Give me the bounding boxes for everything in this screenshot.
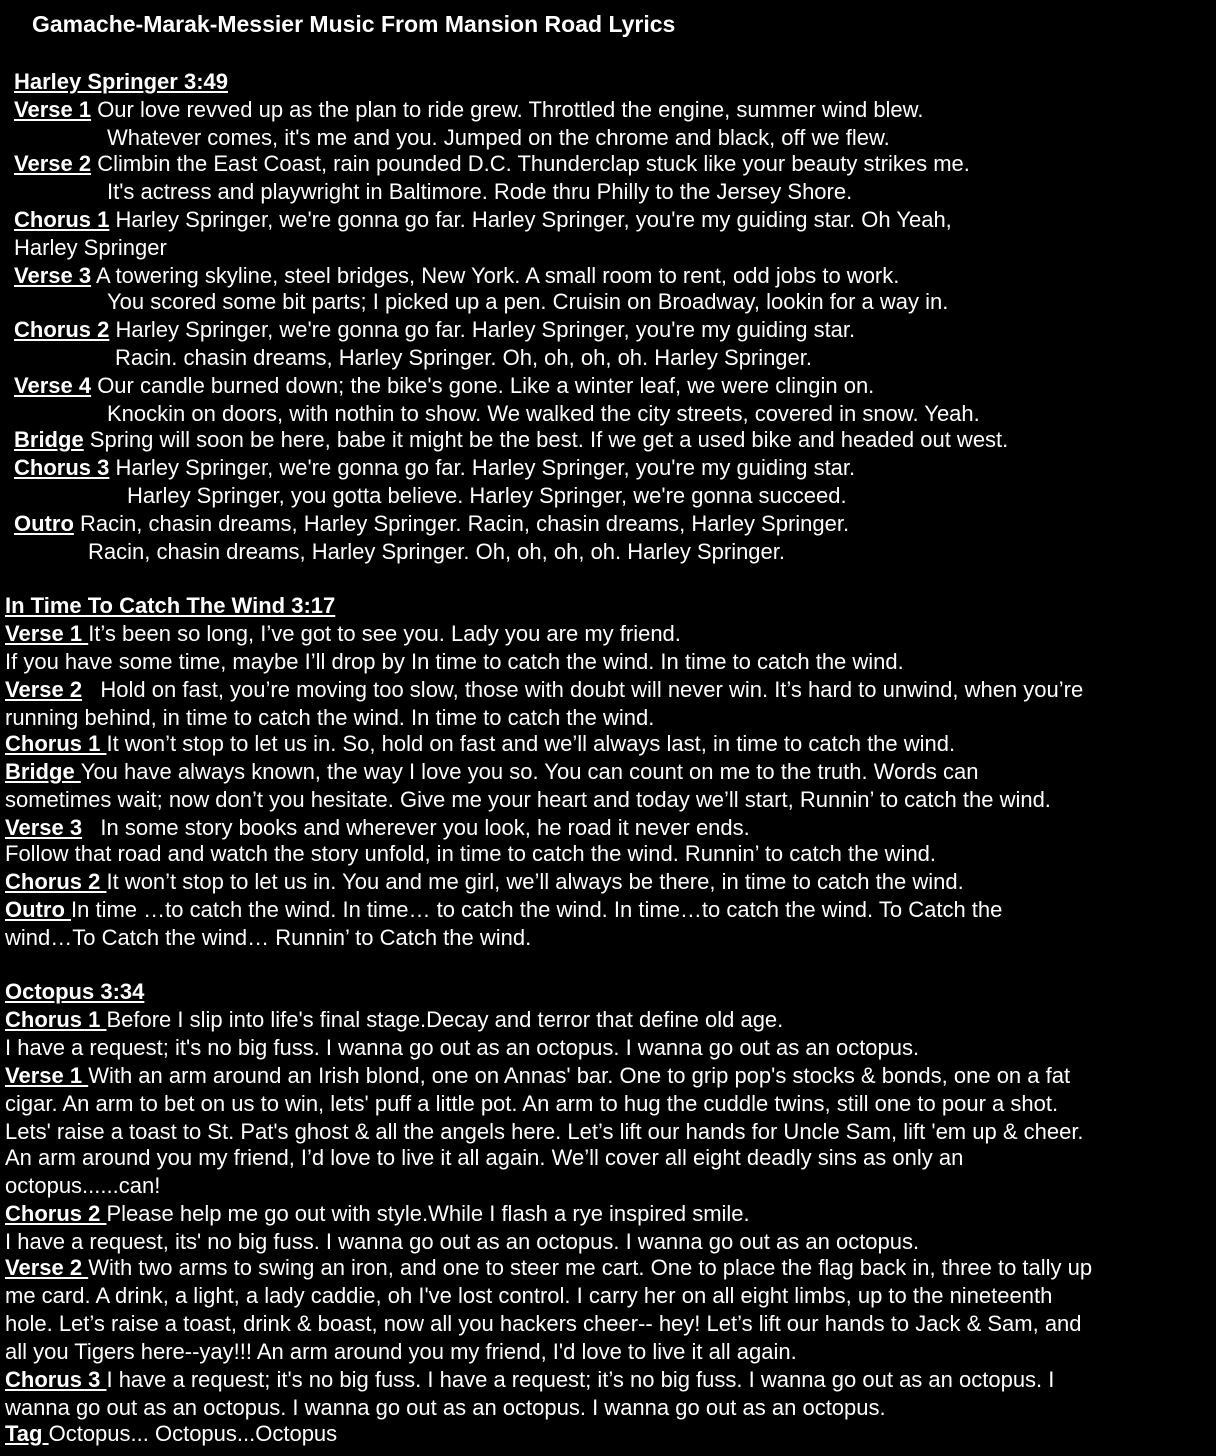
lyric-text: It's actress and playwright in Baltimore. Rode thru Philly to the Jersey Shore. <box>107 179 853 204</box>
lyric-line <box>5 1338 797 1366</box>
lyric-text: cigar. An arm to bet on us to win, lets' puff a little pot. An arm to hug the cuddle twins, still one to pour a shot. <box>5 1091 1059 1116</box>
lyric-line <box>5 758 978 786</box>
lyric-text: Before I slip into life's final stage.Decay and terror that define old age. <box>106 1007 784 1032</box>
section-label: Chorus 2 <box>14 317 110 342</box>
lyric-text: octopus......can! <box>5 1173 161 1198</box>
lyric-line <box>14 150 970 178</box>
lyric-text: Knockin on doors, with nothin to show. We walked the city streets, covered in snow. Yeah. <box>107 401 980 426</box>
lyric-text: Our love revved up as the plan to ride grew. Throttled the engine, summer wind blew. <box>91 97 924 122</box>
lyric-text: It’s been so long, I’ve got to see you. Lady you are my friend. <box>88 621 681 646</box>
section-label: Verse 3 <box>5 815 83 840</box>
lyric-text: Racin, chasin dreams, Harley Springer. Oh, oh, oh, oh. Harley Springer. <box>88 539 786 564</box>
lyric-text: It won’t stop to let us in. So, hold on fast and we’ll always last, in time to catch the wind. <box>106 731 956 756</box>
lyric-text: Our candle burned down; the bike's gone. Like a winter leaf, we were clingin on. <box>91 373 875 398</box>
lyric-text: Harley Springer <box>14 235 167 260</box>
lyric-line <box>5 896 1002 924</box>
section-label: Chorus 1 <box>14 207 110 232</box>
lyric-line <box>14 96 923 124</box>
lyric-line <box>5 1282 1052 1310</box>
lyric-text: Racin. chasin dreams, Harley Springer. Oh, oh, oh, oh. Harley Springer. <box>115 345 813 370</box>
lyric-line <box>5 1144 963 1172</box>
song-heading <box>14 68 228 96</box>
lyric-text: You have always known, the way I love you so. You can count on me to the truth. Words can <box>80 759 979 784</box>
song-title: Harley Springer 3:49 <box>14 69 228 94</box>
lyric-line <box>5 1200 750 1228</box>
lyric-text: Harley Springer, we're gonna go far. Harley Springer, you're my guiding star. <box>109 455 856 480</box>
lyric-line <box>14 454 855 482</box>
lyric-line <box>107 124 890 152</box>
page-title: Gamache-Marak-Messier Music From Mansion Road Lyrics <box>32 11 676 37</box>
lyric-text: You scored some bit parts; I picked up a pen. Cruisin on Broadway, lookin for a way in. <box>107 289 949 314</box>
lyric-line <box>5 1062 1070 1090</box>
lyric-text: wind…To Catch the wind… Runnin’ to Catch the wind. <box>5 925 532 950</box>
lyric-line <box>127 482 847 510</box>
lyric-line <box>5 868 964 896</box>
lyric-line <box>14 262 899 290</box>
lyric-text: Octopus... Octopus...Octopus <box>48 1421 338 1446</box>
lyric-line <box>5 1172 160 1200</box>
section-label: Chorus 1 <box>5 731 107 756</box>
section-label: Verse 4 <box>14 373 92 398</box>
lyric-line <box>5 1090 1058 1118</box>
section-label: Outro <box>14 511 74 536</box>
song-title: In Time To Catch The Wind 3:17 <box>5 593 336 618</box>
lyric-text: sometimes wait; now don’t you hesitate. Give me your heart and today we’ll start, Runnin’ to catch the wind. <box>5 787 1051 812</box>
lyric-text: I have a request; it's no big fuss. I wanna go out as an octopus. I wanna go out as an octopus. <box>5 1035 920 1060</box>
lyric-text: With two arms to swing an iron, and one to steer me cart. One to place the flag back in, three to tally up <box>88 1255 1093 1280</box>
section-label: Verse 1 <box>5 1063 89 1088</box>
section-label: Chorus 3 <box>14 455 110 480</box>
lyric-line <box>14 510 849 538</box>
lyric-text: Harley Springer, we're gonna go far. Harley Springer, you're my guiding star. <box>109 317 856 342</box>
song-heading <box>5 978 144 1006</box>
lyric-text: Please help me go out with style.While I flash a rye inspired smile. <box>106 1201 750 1226</box>
lyric-text: In time …to catch the wind. In time… to catch the wind. In time…to catch the wind. To Catch the <box>71 897 1003 922</box>
section-label: Bridge <box>14 427 84 452</box>
lyric-line <box>5 1310 1082 1338</box>
lyric-line <box>88 538 785 566</box>
lyric-text: Hold on fast, you’re moving too slow, those with doubt will never win. It’s hard to unwind, when you’re <box>82 677 1084 702</box>
section-label: Verse 2 <box>14 151 92 176</box>
lyric-line <box>5 1254 1092 1282</box>
lyric-line <box>5 730 955 758</box>
lyric-line <box>5 704 654 732</box>
lyric-text: I have a request; it's no big fuss. I have a request; it’s no big fuss. I wanna go out as an octopus. I <box>106 1367 1055 1392</box>
section-label: Chorus 3 <box>5 1367 107 1392</box>
section-label: Outro <box>5 897 71 922</box>
lyric-line <box>14 206 952 234</box>
lyric-line <box>5 814 750 842</box>
lyric-line <box>107 288 948 316</box>
section-label: Verse 2 <box>5 677 83 702</box>
lyric-line <box>5 1118 1084 1146</box>
lyric-line <box>107 178 852 206</box>
lyric-line <box>5 1006 783 1034</box>
section-label: Verse 3 <box>14 263 92 288</box>
lyric-line <box>5 1420 337 1448</box>
lyric-line <box>107 400 980 428</box>
lyric-text: It won’t stop to let us in. You and me girl, we’ll always be there, in time to catch the wind. <box>106 869 964 894</box>
section-label: Tag <box>5 1421 49 1446</box>
lyric-line <box>5 648 904 676</box>
lyric-line <box>14 372 874 400</box>
lyric-line <box>5 1394 886 1422</box>
lyric-line <box>14 316 855 344</box>
lyric-text: all you Tigers here--yay!!! An arm around you my friend, I'd love to live it all again. <box>5 1339 797 1364</box>
lyric-text: Spring will soon be here, babe it might be the best. If we get a used bike and headed out west. <box>83 427 1009 452</box>
lyric-line <box>5 786 1051 814</box>
lyric-text: Follow that road and watch the story unfold, in time to catch the wind. Runnin’ to catch the wind. <box>5 841 937 866</box>
lyric-text: With an arm around an Irish blond, one on Annas' bar. One to grip pop's stocks & bonds, one on a fat <box>88 1063 1071 1088</box>
lyric-line <box>115 344 812 372</box>
section-label: Chorus 2 <box>5 869 107 894</box>
lyric-line <box>5 620 681 648</box>
lyric-text: me card. A drink, a light, a lady caddie, oh I've lost control. I carry her on all eight limbs, up to the nineteenth <box>5 1283 1053 1308</box>
song-title: Octopus 3:34 <box>5 979 145 1004</box>
lyric-text: Harley Springer, we're gonna go far. Harley Springer, you're my guiding star. Oh Yeah, <box>109 207 952 232</box>
lyric-text: hole. Let’s raise a toast, drink & boast, now all you hackers cheer-- hey! Let’s lift our hands to Jack & Sam, and <box>5 1311 1082 1336</box>
lyric-text: If you have some time, maybe I’ll drop by In time to catch the wind. In time to catch the wind. <box>5 649 904 674</box>
lyric-text: running behind, in time to catch the wind. In time to catch the wind. <box>5 705 655 730</box>
lyric-text: Racin, chasin dreams, Harley Springer. Racin, chasin dreams, Harley Springer. <box>73 511 850 536</box>
lyric-line <box>5 1366 1054 1394</box>
section-label: Chorus 2 <box>5 1201 107 1226</box>
section-label: Verse 2 <box>5 1255 89 1280</box>
lyric-text: A towering skyline, steel bridges, New York. A small room to rent, odd jobs to work. <box>91 263 900 288</box>
lyric-text: Harley Springer, you gotta believe. Harley Springer, we're gonna succeed. <box>127 483 847 508</box>
lyric-line <box>5 1228 919 1256</box>
section-label: Verse 1 <box>5 621 89 646</box>
lyric-text: An arm around you my friend, I’d love to live it all again. We’ll cover all eight deadly sins as only an <box>5 1145 964 1170</box>
lyric-text: Climbin the East Coast, rain pounded D.C. Thunderclap stuck like your beauty strikes me. <box>91 151 970 176</box>
lyric-text: I have a request, its' no big fuss. I wanna go out as an octopus. I wanna go out as an octopus. <box>5 1229 920 1254</box>
lyric-text: wanna go out as an octopus. I wanna go out as an octopus. I wanna go out as an octopus. <box>5 1395 886 1420</box>
song-heading <box>5 592 335 620</box>
section-label: Chorus 1 <box>5 1007 107 1032</box>
section-label: Verse 1 <box>14 97 92 122</box>
lyric-line <box>5 1034 919 1062</box>
lyric-text: Whatever comes, it's me and you. Jumped on the chrome and black, off we flew. <box>107 125 890 150</box>
lyric-line <box>5 924 531 952</box>
section-label: Bridge <box>5 759 81 784</box>
lyric-line <box>14 426 1008 454</box>
lyric-line <box>5 840 936 868</box>
lyric-text: Lets' raise a toast to St. Pat's ghost & all the angels here. Let’s lift our hands for Uncle Sam, lift 'em up & cheer. <box>5 1119 1084 1144</box>
lyric-line <box>14 234 167 262</box>
lyric-line <box>5 676 1083 704</box>
lyric-text: In some story books and wherever you look, he road it never ends. <box>82 815 750 840</box>
